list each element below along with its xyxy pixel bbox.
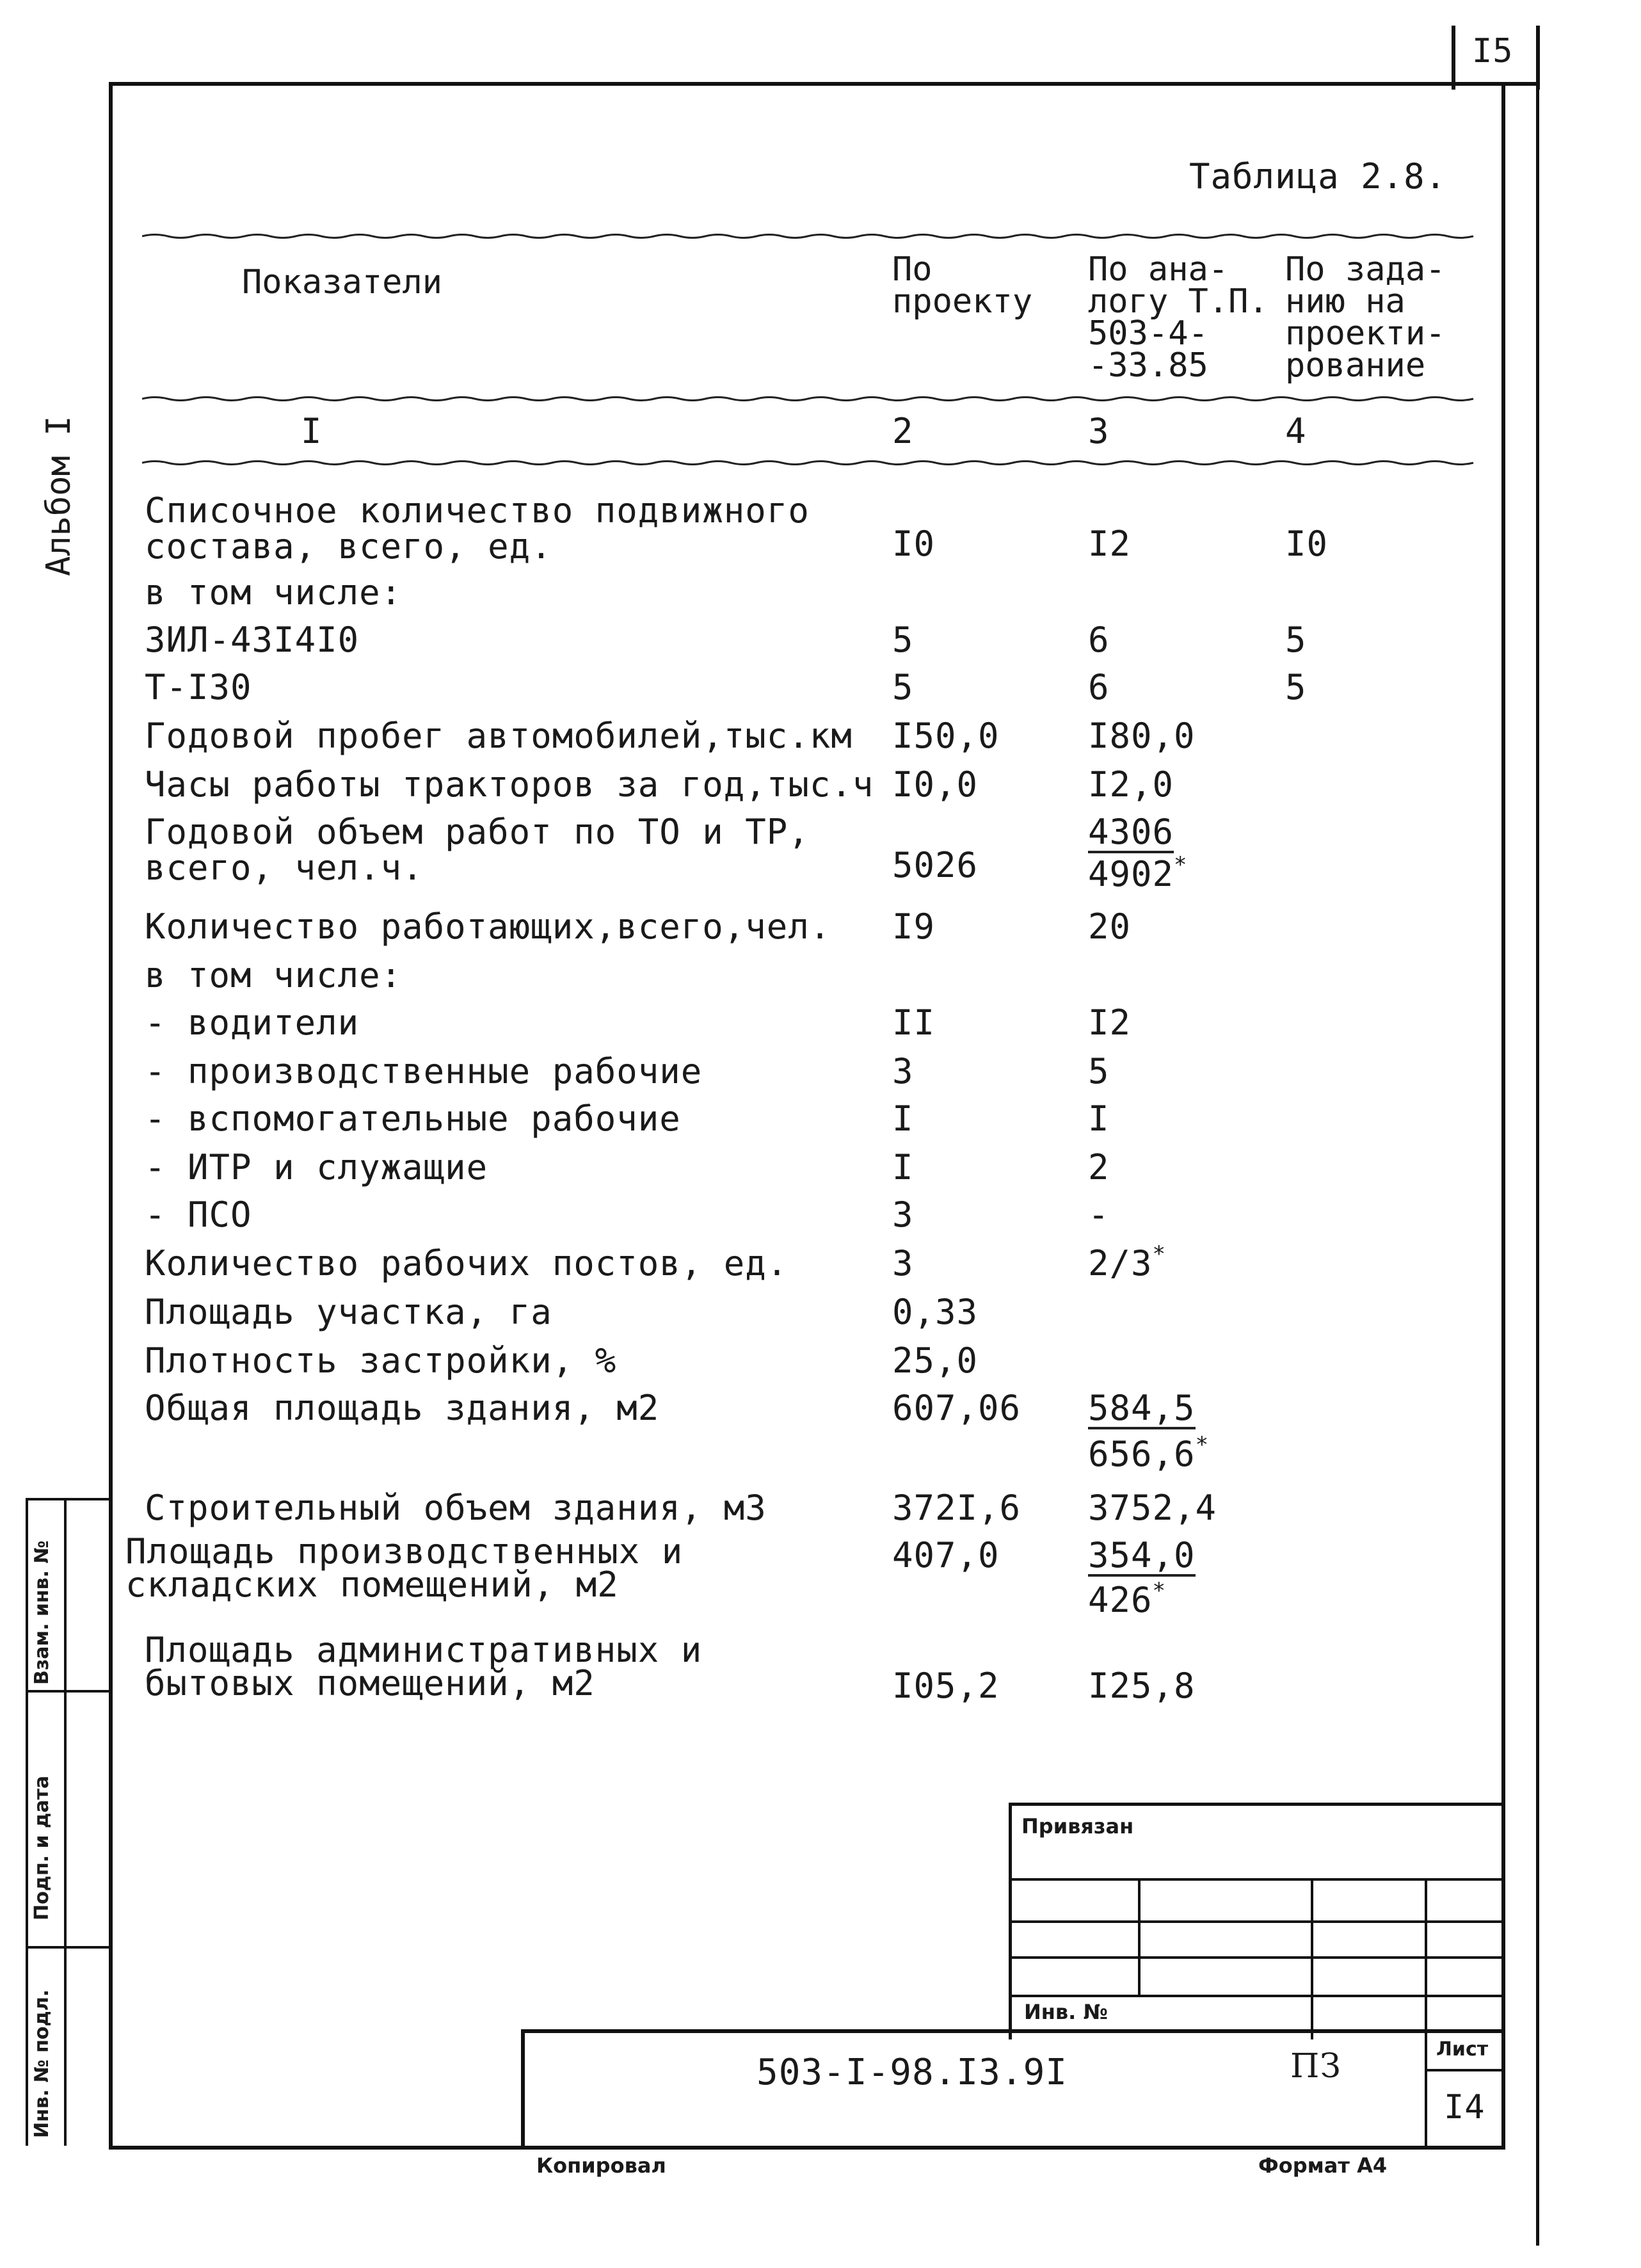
row-value-project: 407,0: [892, 1535, 1000, 1575]
fraction-denominator: 656,6: [1088, 1434, 1196, 1474]
row-value-analog-alt: [1088, 854, 1188, 895]
frame-top: [109, 82, 1540, 86]
colnum-1: I: [301, 411, 323, 451]
column-numbers-rule: [142, 458, 1486, 467]
list-label: Лист: [1436, 2038, 1489, 2061]
row-value-analog: I2,0: [1088, 764, 1174, 805]
row-label: - ИТР и служащие: [145, 1147, 488, 1187]
side-stamp-inv-podl: Инв. № подл.: [31, 1989, 53, 2138]
header-analog: По ана- логу Т.П. 503-4- -33.85: [1088, 250, 1269, 385]
row-value-analog: I2: [1088, 524, 1132, 564]
row-value-analog: 5: [1088, 1051, 1110, 1091]
row-label: ЗИЛ-43I4I0: [145, 620, 360, 660]
side-stamp-vzam: Взам. инв. №: [31, 1540, 53, 1685]
header-assignment: По зада- нию на проекти- рование: [1285, 250, 1446, 385]
row-value-project: 5: [892, 667, 914, 707]
row-value-project: 372I,6: [892, 1488, 1021, 1528]
row-label: Т-I30: [145, 667, 252, 707]
row-label: Строительный объем здания, м3: [145, 1488, 767, 1528]
row-value-analog: 6: [1088, 620, 1110, 660]
header-bottom-rule: [142, 394, 1486, 403]
table-title: Таблица 2.8.: [1189, 156, 1447, 197]
row-value-project: I0: [892, 524, 936, 564]
row-label: - производственные рабочие: [145, 1051, 703, 1091]
side-stamp-podp: Подп. и дата: [31, 1775, 53, 1920]
album-label: Альбом I: [40, 415, 78, 576]
inv-no-label: Инв. №: [1024, 2000, 1108, 2024]
fraction-numerator: 354,0: [1088, 1535, 1196, 1575]
fraction-numerator: 4306: [1088, 812, 1174, 852]
doc-code: 503-I-98.I3.9I: [756, 2052, 1068, 2093]
row-label: Плотность застройки, %: [145, 1340, 617, 1381]
row-label: Годовой пробег автомобилей,тыс.км: [145, 716, 853, 756]
row-label: Часы работы тракторов за год,тыс.ч: [145, 764, 874, 805]
asterisk: *: [1152, 1578, 1167, 1604]
row-label: Площадь участка, га: [145, 1292, 552, 1332]
colnum-3: 3: [1088, 411, 1110, 451]
page-number-box-left: [1452, 26, 1455, 90]
colnum-2: 2: [892, 411, 914, 451]
row-label: - вспомогательные рабочие: [145, 1098, 681, 1139]
row-value-analog-alt: [1088, 1580, 1166, 1621]
row-label: - ПСО: [145, 1194, 252, 1235]
row-value-analog: 6: [1088, 667, 1110, 707]
row-value-project: 5026: [892, 845, 979, 885]
row-value-analog-text: 2/3: [1088, 1243, 1153, 1283]
row-value-assignment: I0: [1285, 524, 1329, 564]
header-top-rule: [142, 232, 1486, 241]
fraction-denominator: 426: [1088, 1580, 1153, 1620]
row-label: Годовой объем работ по ТО и ТР, всего, чел.ч.: [145, 812, 810, 888]
row-value-analog: I25,8: [1088, 1666, 1196, 1706]
row-value-analog-alt: [1088, 1434, 1209, 1475]
row-value-analog: 2: [1088, 1147, 1110, 1187]
row-value-project: 25,0: [892, 1340, 979, 1381]
row-value-project: 607,06: [892, 1388, 1021, 1428]
row-value-assignment: 5: [1285, 667, 1307, 707]
row-value-project: 3: [892, 1243, 914, 1283]
row-label: Списочное количество подвижного состава, всего, ед.: [145, 490, 810, 567]
header-project: По проекту: [892, 250, 1033, 321]
doc-type: ПЗ: [1290, 2047, 1341, 2086]
side-stamp: [26, 1498, 109, 2146]
frame-right: [1501, 82, 1505, 2150]
row-value-analog: I80,0: [1088, 716, 1196, 756]
row-value-project: I: [892, 1098, 914, 1139]
row-value-analog-fraction: [1088, 1388, 1196, 1429]
row-label: Общая площадь здания, м2: [145, 1388, 660, 1428]
row-label: - водители: [145, 1002, 360, 1043]
row-value-analog-fraction: [1088, 812, 1174, 853]
row-label: Площадь производственных и складских помещений, м2: [125, 1531, 684, 1605]
row-label: в том числе:: [145, 572, 403, 613]
row-value-project: I9: [892, 906, 936, 947]
row-label: в том числе:: [145, 955, 403, 995]
frame-right-outer: [1536, 82, 1539, 2246]
row-value-project: 0,33: [892, 1292, 979, 1332]
row-label: Площадь административных и бытовых помещений, м2: [145, 1630, 703, 1703]
row-value-assignment: 5: [1285, 620, 1307, 660]
row-value-analog: -: [1088, 1194, 1110, 1235]
asterisk: *: [1195, 1432, 1210, 1458]
row-value-analog-fraction: [1088, 1535, 1196, 1577]
row-value-project: II: [892, 1002, 936, 1043]
row-value-project: I: [892, 1147, 914, 1187]
asterisk: *: [1152, 1241, 1167, 1267]
frame-bottom: [109, 2146, 1505, 2150]
footer-format: Формат А4: [1258, 2153, 1388, 2178]
header-indicators: Показатели: [242, 263, 443, 302]
asterisk: *: [1174, 852, 1188, 878]
frame-left: [109, 82, 113, 2150]
row-label: Количество работающих,всего,чел.: [145, 906, 831, 947]
fraction-numerator: 584,5: [1088, 1388, 1196, 1428]
row-value-analog: [1088, 1243, 1166, 1284]
row-value-analog: 3752,4: [1088, 1488, 1217, 1528]
row-value-analog: I: [1088, 1098, 1110, 1139]
page-number: I5: [1472, 32, 1514, 70]
list-number: I4: [1444, 2088, 1485, 2127]
row-value-analog: I2: [1088, 1002, 1132, 1043]
row-value-project: 3: [892, 1051, 914, 1091]
colnum-4: 4: [1285, 411, 1307, 451]
row-label: Количество рабочих постов, ед.: [145, 1243, 788, 1283]
row-value-project: I0,0: [892, 764, 979, 805]
row-value-project: 5: [892, 620, 914, 660]
privyazan-label: Привязан: [1021, 1814, 1134, 1838]
row-value-project: I50,0: [892, 716, 1000, 756]
page-number-box-right: [1536, 26, 1540, 90]
row-value-project: 3: [892, 1194, 914, 1235]
footer-kopiroval: Копировал: [536, 2153, 666, 2178]
row-value-project: I05,2: [892, 1666, 1000, 1706]
row-value-analog: 20: [1088, 906, 1132, 947]
fraction-denominator: 4902: [1088, 854, 1174, 894]
